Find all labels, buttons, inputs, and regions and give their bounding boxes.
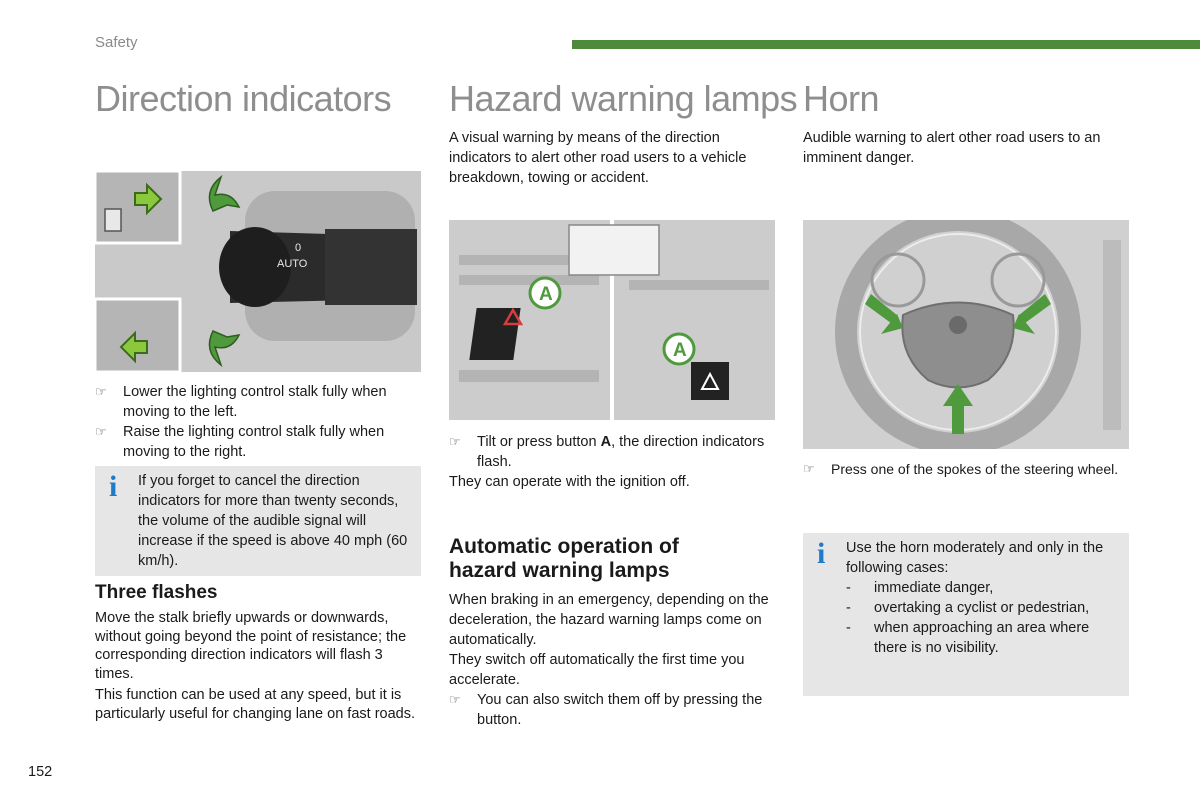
horn-instruction <box>803 459 1133 479</box>
horn-intro: Audible warning to alert other road users to an imminent danger. <box>803 130 1101 166</box>
label-auto: AUTO <box>277 258 308 270</box>
hazard-drawing <box>449 220 775 420</box>
info-box-cancel <box>95 466 421 576</box>
steering-wheel-illustration <box>803 220 1129 449</box>
hazard-instructions <box>449 432 775 492</box>
bullet-text-pre: Tilt or press button <box>477 434 601 450</box>
pointing-hand-icon: ☞ <box>803 461 815 476</box>
list-item-text: immediate danger, <box>874 580 994 596</box>
stalk-drawing <box>95 171 421 372</box>
heading-line-1: Automatic operation of <box>449 535 679 558</box>
bullet-text-post: , the direction indicators flash. <box>477 434 765 470</box>
auto-p2: They switch off automatically the first time you accelerate. <box>449 652 745 688</box>
dash-marker: - <box>846 600 851 616</box>
pointing-hand-icon: ☞ <box>95 424 107 439</box>
list-item <box>846 578 1126 598</box>
info-icon: i <box>817 537 826 570</box>
title-horn: Horn <box>803 78 880 119</box>
hazard-intro: A visual warning by means of the direction indicators to alert other road users to a vehicle breakdown, towing or accident. <box>449 130 747 186</box>
stalk-illustration <box>95 171 421 372</box>
three-flashes-body <box>95 609 421 723</box>
list-item-text: overtaking a cyclist or pedestrian, <box>874 600 1090 616</box>
heading-three-flashes: Three flashes <box>95 582 218 603</box>
bullet-item <box>95 382 421 422</box>
heading-automatic-operation <box>449 535 779 583</box>
bullet-text: Press one of the spokes of the steering wheel. <box>831 461 1119 477</box>
section-label: Safety <box>95 34 138 51</box>
pointing-hand-icon: ☞ <box>95 384 107 399</box>
button-ref-a: A <box>600 434 612 450</box>
title-direction-indicators: Direction indicators <box>95 78 392 119</box>
bullet-item <box>449 690 775 730</box>
label-zero: 0 <box>295 242 302 254</box>
list-item-text: when approaching an area where there is no visibility. <box>874 620 1090 656</box>
horn-info-intro: Use the horn moderately and only in the following cases: <box>846 540 1104 576</box>
pointing-hand-icon: ☞ <box>449 692 461 707</box>
ignition-note: They can operate with the ignition off. <box>449 474 690 490</box>
dash-marker: - <box>846 580 851 596</box>
info-icon: i <box>109 470 118 503</box>
bullet-item <box>95 422 421 462</box>
info-text: If you forget to cancel the direction indicators for more than twenty seconds, the volume of the audible signal will increase if the speed is above 40 mph (60 km/h). <box>138 473 408 569</box>
dash-marker: - <box>846 620 851 636</box>
stalk-instructions <box>95 382 421 462</box>
bullet-item <box>803 459 1133 479</box>
title-hazard-warning-lamps: Hazard warning lamps <box>449 78 798 119</box>
button-label-a: A <box>673 340 687 361</box>
bullet-text: You can also switch them off by pressing the button. <box>477 692 763 728</box>
page-number: 152 <box>28 764 53 780</box>
steering-wheel-drawing <box>803 220 1129 449</box>
bullet-text: Lower the lighting control stalk fully when moving to the left. <box>123 384 387 420</box>
three-flashes-p1: Move the stalk briefly upwards or downwards, without going beyond the point of resistance; the corresponding direction indicators will flash 3 times. <box>95 610 407 682</box>
three-flashes-p2: This function can be used at any speed, but it is particularly useful for changing lane on fast roads. <box>95 687 415 722</box>
bullet-text: Raise the lighting control stalk fully when moving to the right. <box>123 424 385 460</box>
header-accent-bar <box>572 40 1200 49</box>
auto-p1: When braking in an emergency, depending on the deceleration, the hazard warning lamps come on automatically. <box>449 592 769 648</box>
info-box-horn <box>803 533 1129 696</box>
button-label-a: A <box>539 284 553 305</box>
automatic-operation-body <box>449 590 775 730</box>
horn-info-text <box>846 538 1126 658</box>
hazard-illustration <box>449 220 775 420</box>
pointing-hand-icon: ☞ <box>449 434 461 449</box>
bullet-item <box>449 432 775 472</box>
heading-line-2: hazard warning lamps <box>449 559 670 582</box>
list-item <box>846 618 1126 658</box>
list-item <box>846 598 1126 618</box>
